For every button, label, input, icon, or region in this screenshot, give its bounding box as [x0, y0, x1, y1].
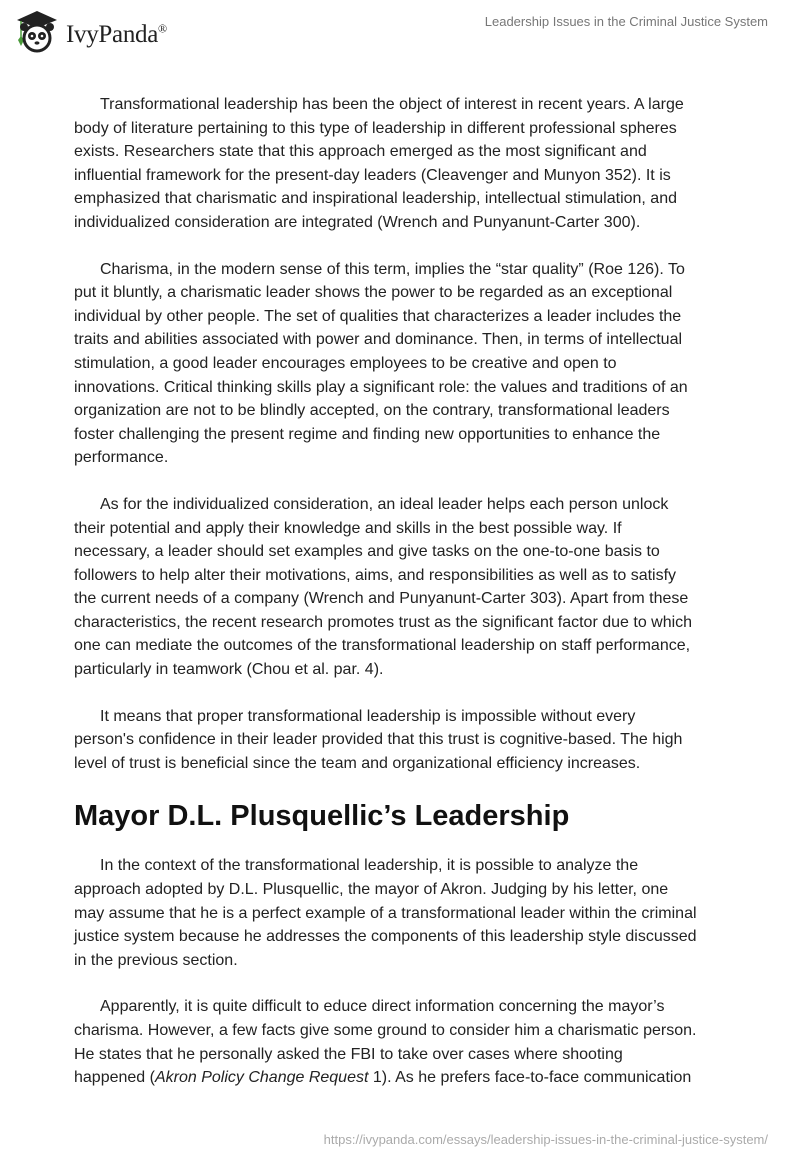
text-line: stimulation, a good leader encourages employees to be creative and open to — [74, 354, 617, 372]
paragraph — [74, 705, 734, 776]
text-segment: 1). As he prefers face-to-face communication — [368, 1069, 692, 1087]
text-line: Transformational leadership has been the object of interest in recent years. A large — [100, 96, 684, 113]
text-line: justice system because he addresses the components of this leadership style discussed — [74, 928, 697, 946]
text-line: body of literature pertaining to this type of leadership in different professional spheres — [74, 119, 677, 137]
text-line: person's confidence in their leader provided that this trust is cognitive-based. The high — [74, 731, 683, 749]
section-heading: Mayor D.L. Plusquellic’s Leadership — [74, 800, 570, 833]
ivypanda-logo[interactable] — [14, 8, 167, 54]
text-line: Charisma, in the modern sense of this term, implies the “star quality” (Roe 126). To — [100, 260, 685, 278]
text-line: level of trust is beneficial since the team and organizational efficiency increases. — [74, 754, 641, 772]
text-line: their potential and apply their knowledge and skills in the best possible way. If — [74, 519, 622, 537]
paragraph — [74, 258, 734, 470]
cited-title: Akron Policy Change Request — [154, 1069, 369, 1087]
text-line: As for the individualized consideration, an ideal leader helps each person unlock — [100, 495, 669, 513]
text-line: particularly in teamwork (Chou et al. par. 4). — [74, 661, 384, 679]
text-line: It means that proper transformational leadership is impossible without every — [100, 707, 636, 725]
text-line: organization are not to be blindly accepted, on the contrary, transformational leaders — [74, 402, 670, 420]
paragraph — [74, 995, 734, 1089]
text-line: followers to help alter their motivations, aims, and responsibilities as well as to satisfy — [74, 566, 677, 584]
text-line: Apparently, it is quite difficult to educe direct information concerning the mayor’s — [100, 998, 665, 1016]
text-line: exists. Researchers state that this approach emerged as the most significant and — [74, 143, 647, 161]
text-line: In the context of the transformational leadership, it is possible to analyze the — [100, 857, 639, 875]
essay-body — [74, 93, 734, 1113]
text-line: in the previous section. — [74, 951, 238, 969]
text-line: performance. — [74, 449, 169, 467]
page-header — [0, 0, 800, 60]
logo-text: IvyPanda® — [66, 21, 167, 48]
paragraph — [74, 493, 734, 682]
footer-url[interactable]: https://ivypanda.com/essays/leadership-issues-in-the-criminal-justice-system/ — [323, 1132, 768, 1147]
text-line: innovations. Critical thinking skills play a significant role: the values and traditions of an — [74, 378, 688, 396]
document-title: Leadership Issues in the Criminal Justice System — [484, 14, 768, 29]
panda-graduate-icon — [14, 8, 60, 54]
text-line: necessary, a leader should set examples and give tasks on the one-to-one basis to — [74, 543, 660, 561]
text-line: put it bluntly, a charismatic leader shows the power to be regarded as an exceptional — [74, 284, 673, 302]
text-line: characteristics, the recent research promotes trust as the significant factor due to which — [74, 613, 693, 631]
text-line: influential framework for the present-day leaders (Cleavenger and Munyon 352). It is — [74, 166, 671, 184]
text-line: charisma. However, a few facts give some ground to consider him a charismatic person. — [74, 1022, 697, 1039]
text-line: individual by other people. The set of qualities that characterizes a leader includes the — [74, 307, 682, 325]
text-line: emphasized that charismatic and inspirational leadership, intellectual stimulation, and — [74, 190, 677, 208]
text-line: the current needs of a company (Wrench and Punyanunt-Carter 303). Apart from these — [74, 590, 689, 608]
text-line: one can mediate the outcomes of the transformational leadership on staff performance, — [74, 637, 691, 655]
text-line: traits and abilities associated with power and dominance. Then, in terms of intellectual — [74, 331, 683, 349]
text-line: He states that he personally asked the FBI to take over cases where shooting — [74, 1045, 623, 1063]
text-line: foster challenging the present regime and finding new opportunities to enhance the — [74, 425, 661, 443]
text-segment: happened ( — [74, 1069, 155, 1087]
paragraph — [74, 93, 734, 235]
text-line — [74, 1066, 734, 1090]
text-line: approach adopted by D.L. Plusquellic, the mayor of Akron. Judging by his letter, one — [74, 881, 669, 899]
text-line: individualized consideration are integrated (Wrench and Punyanunt-Carter 300). — [74, 213, 641, 231]
paragraph — [74, 854, 734, 972]
text-line: may assume that he is a perfect example of a transformational leader within the criminal — [74, 904, 697, 922]
